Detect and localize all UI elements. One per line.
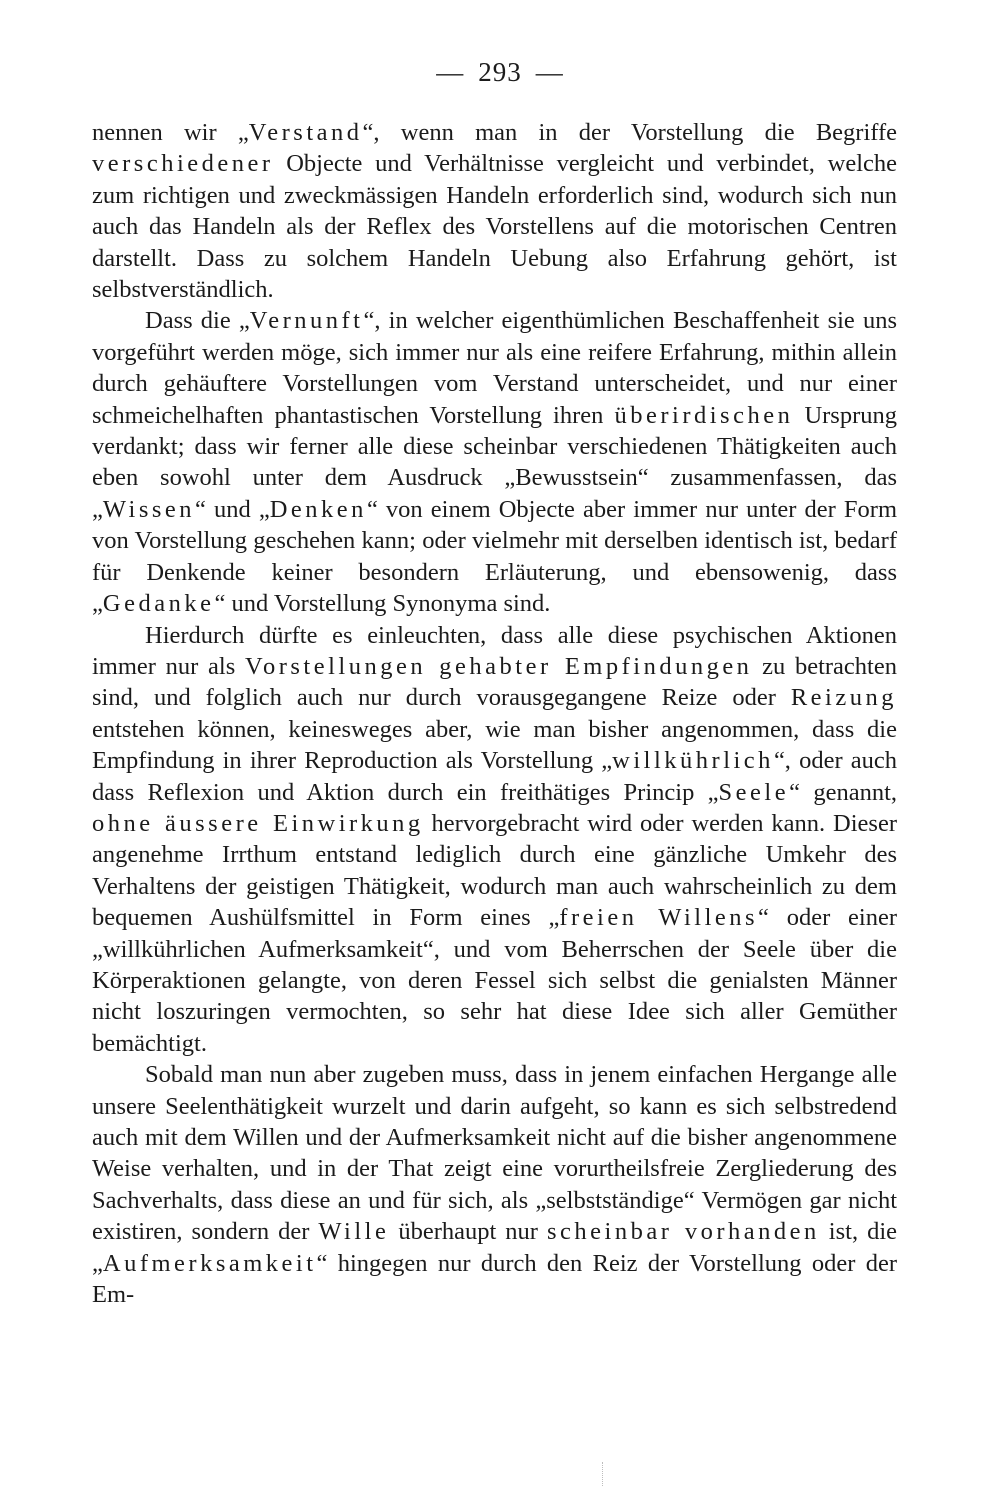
text-run: Hierdurch dürfte es einleuchten, dass alle diese psychischen Aktionen immer nur als <box>92 621 897 680</box>
text-run: “ und Vorstellung Synonyma sind. <box>214 590 551 618</box>
text-run: Objecte und Verhältnisse vergleicht und verbindet, welche zum richtigen und zweckmässigen Handeln erforderlich sind, wodurch sich nun auch das Handeln als der Reflex des Vorstellens auf die motorischen Centren darstellt. Dass zu solchem Handeln Uebung also Erfahrung gehört, ist selbstverständlich. <box>92 150 897 304</box>
text-run: zu betrachten sind, und folglich auch nur durch vorausgegangene Reize oder <box>92 652 897 712</box>
text-run: “ hingegen nur durch den Reiz der Vorstellung oder der Em- <box>92 1249 897 1309</box>
spaced-emphasis: überirdischen <box>614 401 794 429</box>
header-dash-right: — <box>535 57 564 87</box>
page-number: 293 <box>478 57 522 87</box>
spaced-emphasis: willkührlich <box>612 747 774 775</box>
spaced-emphasis: Vernunft <box>249 307 364 335</box>
spaced-emphasis: Aufmerksamkeit <box>102 1249 317 1277</box>
paragraph-2 <box>92 305 897 619</box>
body-text <box>92 117 897 1310</box>
text-run: “, wenn man in der Vorstellung die Begriffe <box>362 119 897 146</box>
text-run: “, in welcher eigenthümlichen Beschaffenheit sie uns vorgeführt werden möge, sich immer nur als eine reifere Erfahrung, mithin allein durch gehäuftere Vorstellungen vom Verstand unterscheidet, und nur einer schmeichelhaften phantastischen Vorstellung ihren <box>92 307 897 429</box>
spaced-emphasis: Wille <box>318 1218 390 1246</box>
spaced-emphasis: Reizung <box>790 684 897 712</box>
header-dash-left: — <box>436 57 465 87</box>
paragraph-3 <box>92 620 897 1060</box>
spaced-emphasis: Denken <box>269 495 367 523</box>
text-run: Sobald man nun aber zugeben muss, dass in jenem einfachen Hergange alle unsere Seelenthätigkeit wurzelt und darin aufgeht, so kann es sich selbstredend auch mit dem Willen und der Aufmerksamkeit nicht auf die bisher angenommene Weise verhalten, und in der That zeigt eine vorurtheilsfreie Zergliederung des Sachverhalts, dass diese an und für sich, als „selbstständige“ Vermögen gar nicht existiren, sondern der <box>92 1061 897 1246</box>
page-header <box>0 52 1000 92</box>
text-run: hervorgebracht wird oder werden kann. Dieser angenehme Irrthum entstand lediglich durch eine gänzliche Umkehr des Verhaltens der geistigen Thätigkeit, wodurch man auch wahrscheinlich zu dem bequemen Aushülfsmittel in Form eines „ <box>92 809 898 932</box>
spaced-emphasis: Seele <box>718 778 790 806</box>
text-run: “ oder einer „willkührlichen Aufmerksamkeit“, und vom Beherrschen der Seele über die Körperaktionen gelangte, von deren Fessel sich selbst die genialsten Männer nicht loszuringen vermochten, so sehr hat diese Idee sich aller Gemüther bemächtigt. <box>92 904 898 1057</box>
text-run: Ursprung verdankt; dass wir ferner alle diese scheinbar verschiedenen Thätigkeiten auch eben sowohl unter dem Ausdruck „Bewusstsein“ zusammenfassen, das „ <box>92 401 897 523</box>
text-run: ist, die „ <box>92 1218 898 1277</box>
spaced-emphasis: Verstand <box>248 119 363 146</box>
text-run: Dass die „ <box>145 307 250 335</box>
spaced-emphasis: Gedanke <box>102 590 215 618</box>
text-run: “ genannt, <box>789 778 898 806</box>
scan-artifact <box>602 1462 604 1486</box>
spaced-emphasis: Wissen <box>102 495 196 523</box>
spaced-emphasis: verschiedener <box>92 150 274 178</box>
paragraph-1 <box>92 117 897 305</box>
text-run: “, oder auch dass Reflexion und Aktion durch ein freithätiges Princip „ <box>92 747 897 806</box>
text-run: “ von einem Objecte aber immer nur unter der Form von Vorstellung geschehen kann; oder vielmehr mit derselben identisch ist, bedarf für Denkende keiner besondern Erläuterung, und ebensowenig, dass „ <box>92 495 897 618</box>
spaced-emphasis: freien Willens <box>559 904 759 932</box>
spaced-emphasis: scheinbar vorhanden <box>546 1218 820 1246</box>
text-run: “ und „ <box>195 495 270 523</box>
text-run: entstehen können, keinesweges aber, wie man bisher angenommen, dass die Empfindung in ihrer Reproduction als Vorstellung „ <box>92 715 897 775</box>
text-run: nennen wir „ <box>92 119 249 146</box>
paragraph-4 <box>92 1059 897 1310</box>
spaced-emphasis: ohne äussere Einwirkung <box>92 809 424 837</box>
text-run: überhaupt nur <box>389 1218 547 1246</box>
spaced-emphasis: Vorstellungen gehabter Empfindungen <box>244 652 753 680</box>
